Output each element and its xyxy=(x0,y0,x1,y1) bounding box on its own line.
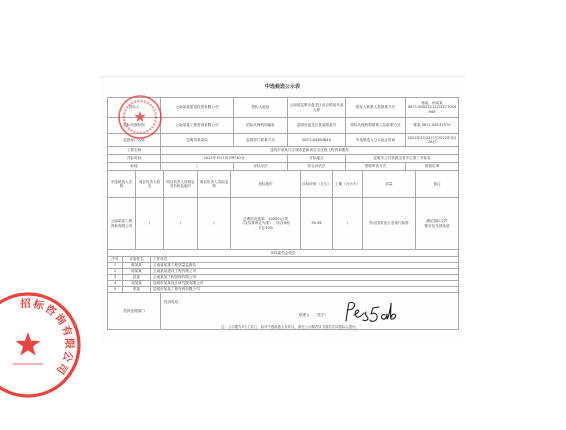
candidate-name: 云南某某工程咨询有限公司 xyxy=(108,198,136,250)
candidate-header-cell: 质量 xyxy=(363,171,416,198)
tenderer-contact-label: 招标人联系人及联系方式 xyxy=(346,98,406,118)
candidate-header-cell: 中选候选人名称 xyxy=(108,171,136,198)
committee-header-unit: 工作单位 xyxy=(151,257,459,263)
member-unit: 昆明市某某设计研究院有限公司 xyxy=(151,281,459,287)
member-unit: 昆明市某某工程咨询有限公司 xyxy=(151,287,459,293)
info-row-project xyxy=(108,147,459,155)
candidate-header-cell: 投标报价 xyxy=(231,171,301,198)
supervisor-contact-label: 监督部门联系方式 xyxy=(234,134,288,147)
member-unit: 云南省某某工程质量监督站 xyxy=(151,263,459,269)
publicity-period-label: 中选候选人公示起止时间 xyxy=(346,134,406,147)
member-name: 陈某某 xyxy=(123,263,151,269)
complaint-box xyxy=(161,297,458,324)
agency-value: 云南某某工程咨询有限公司 xyxy=(161,118,234,134)
tenderer-contact-value: 杨某，孙某某 0871-63522112/13577044949 xyxy=(406,98,459,118)
info-row-opening xyxy=(108,155,459,163)
member-name: 周某某 xyxy=(123,281,151,287)
candidate-header-cell: 备注 xyxy=(416,171,459,198)
complaint-table xyxy=(107,292,459,330)
handwritten-signature xyxy=(342,299,402,325)
agency-contact-label: 招标代理机构联系人及联系方式 xyxy=(346,118,406,134)
candidate-header-cell: 评标价格（万元） xyxy=(301,171,333,198)
committee-title-row xyxy=(108,250,459,257)
opening-place-value: 昆明市公共资源交易中心第三开标室 xyxy=(346,155,459,163)
opening-time-label: 开标时间 xyxy=(108,155,161,163)
member-name: 张某 xyxy=(123,287,151,293)
candidate-manager: / xyxy=(136,198,164,250)
member-unit: 云南某某工程管理有限公司 xyxy=(151,275,459,281)
member-index: 1 xyxy=(108,263,123,269)
candidate-evaluated-price: 90.36 xyxy=(301,198,333,250)
candidate-remarks: 满足招标文件 要求及全部条款 xyxy=(416,198,459,250)
document-title: 中选候选公示表 xyxy=(264,84,300,90)
tenderer-address-label: 招标人地址 xyxy=(234,98,288,118)
candidate-header-cell: 项目负责人类似业绩 xyxy=(198,171,231,198)
member-index: 5 xyxy=(108,287,123,293)
opening-time-value: 2022年3月23日9时30分 xyxy=(161,155,288,163)
publicity-period-value: 2022年3月24日至2022年3月28日 xyxy=(406,134,459,147)
member-index: 2 xyxy=(108,269,123,275)
candidate-header-cell: 工期（日历天） xyxy=(333,171,363,198)
member-name: 杨某某 xyxy=(123,269,151,275)
section-value: / xyxy=(161,163,234,171)
candidate-table xyxy=(107,170,459,250)
project-name-label: 工程名称 xyxy=(108,147,161,155)
qualification-review-value: 资格后审 xyxy=(406,163,459,171)
candidate-bid-price: 总费用优惠率：10000元/项 （以结算审定为准），综合单价 下浮10% xyxy=(231,198,301,250)
agency-address-value: 昆明市盘龙区某某路某号 xyxy=(288,118,346,134)
project-name-value: 昆明市某某片区城市更新项目全过程工程咨询服务 xyxy=(161,147,459,155)
opening-place-label: 开标地点 xyxy=(288,155,346,163)
contact-signature-label: 联系人：（签字） xyxy=(299,313,328,318)
tenderer-value: 云南某某建设投资有限公司 xyxy=(161,98,234,118)
tenderer-seal xyxy=(116,93,164,141)
qualification-review-label: 资格审查方式 xyxy=(346,163,406,171)
tenderer-label: 招标人 xyxy=(108,98,161,118)
supervisor-label: 监督部门名称 xyxy=(108,134,161,147)
supervisor-contact-value: 0871-63363848 xyxy=(288,134,346,147)
candidate-header-cell: 项目负责人姓名 xyxy=(136,171,164,198)
committee-header-name: 评委姓名 xyxy=(123,257,151,263)
candidate-header-row xyxy=(108,171,459,198)
complaint-row xyxy=(108,293,459,330)
member-index: 4 xyxy=(108,281,123,287)
complaint-phone-label: 投诉电话： xyxy=(164,300,182,305)
member-name: 赵某 xyxy=(123,275,151,281)
footer-note: 注：公示期为3个工作日，如对中选候选人有异议，请在公示期内以书面形式向招标人提出。 xyxy=(221,325,359,329)
member-index: 3 xyxy=(108,275,123,281)
candidate-header-cell: 项目负责人资格证书名称及编号 xyxy=(164,171,198,198)
tenderer-address-value: 云南省昆明市盘龙区北京路某号某大厦 xyxy=(288,98,346,118)
seal-star-icon xyxy=(16,332,41,356)
member-unit: 云南某某建设工程有限公司 xyxy=(151,269,459,275)
seal-star-icon xyxy=(134,111,145,122)
candidate-row xyxy=(108,198,459,250)
supervisor-value: 昆明市某某局 xyxy=(161,134,234,147)
agency-address-label: 招标代理机构地址 xyxy=(234,118,288,134)
complaint-label: 投诉受理部门 xyxy=(108,293,161,330)
agency-label: 招标代理机构 xyxy=(108,118,161,134)
seal-lettering-path: 招标咨询有限公司 xyxy=(20,297,76,378)
committee-table xyxy=(107,249,459,293)
evaluation-method-value: 综合评估法 xyxy=(288,163,346,171)
section-label: 标段 xyxy=(108,163,161,171)
complaint-content xyxy=(161,293,459,330)
candidate-duration: / xyxy=(333,198,363,250)
agency-seal xyxy=(0,290,83,400)
committee-header-index: 序号 xyxy=(108,257,123,263)
candidate-certificate: / xyxy=(164,198,198,250)
agency-contact-value: 陈某 0871-64137570 xyxy=(406,118,459,134)
candidate-quality: 符合国家及行业现行标准 xyxy=(363,198,416,250)
candidate-experience: / xyxy=(198,198,231,250)
committee-title: 评标委员会成员 xyxy=(108,250,459,257)
evaluation-method-label: 评标办法 xyxy=(234,163,288,171)
